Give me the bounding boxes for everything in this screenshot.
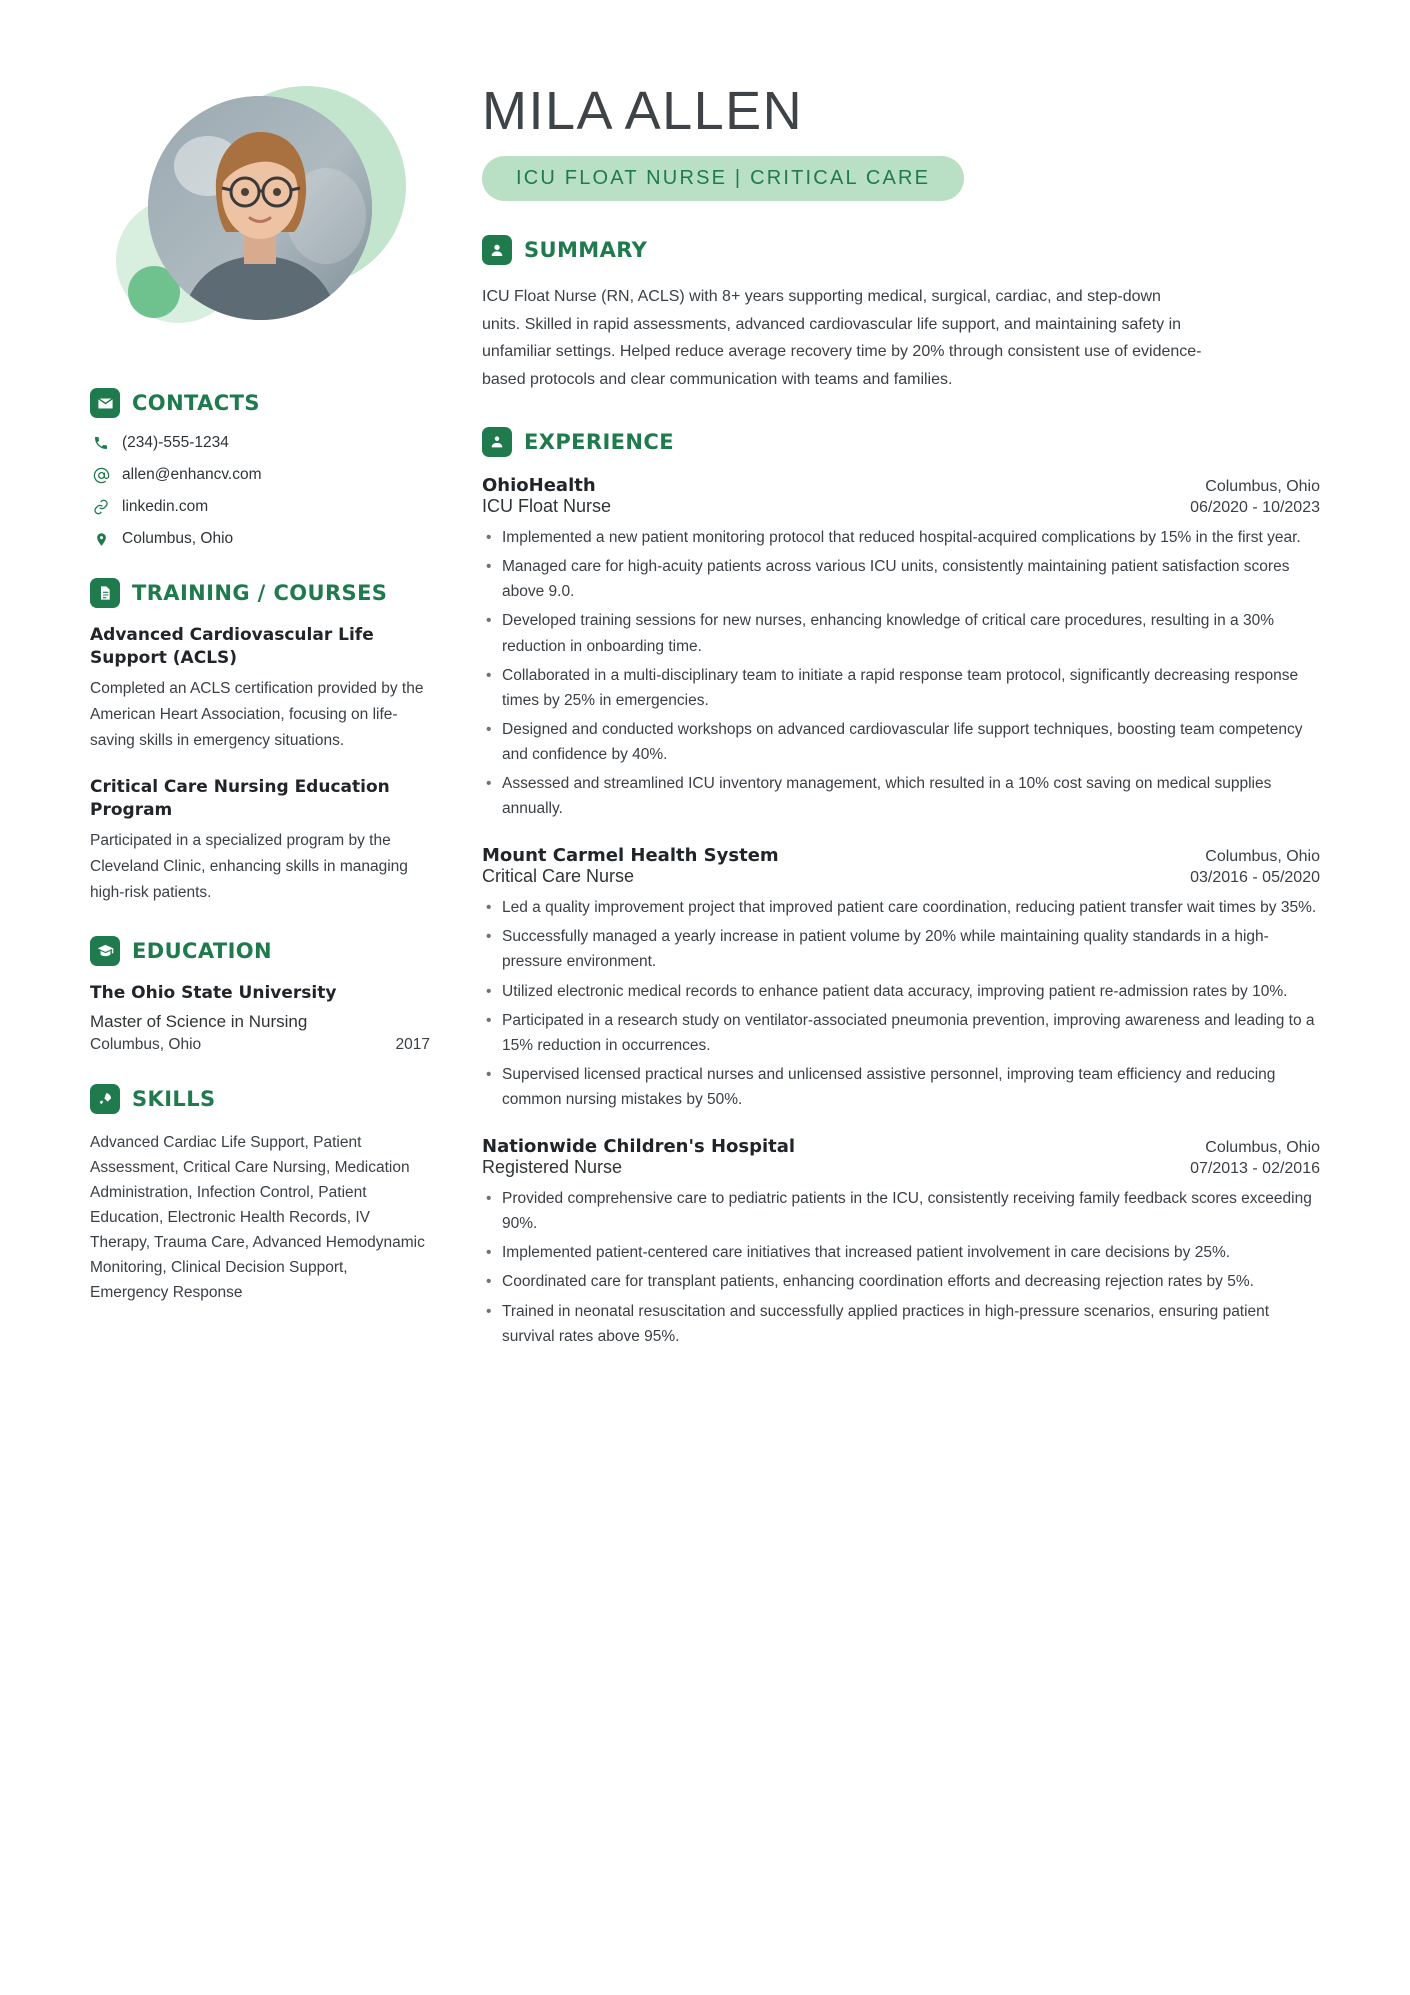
experience-location: Columbus, Ohio (1205, 478, 1320, 496)
education-school: The Ohio State University (90, 982, 337, 1003)
experience-entry (482, 1136, 1320, 1349)
skills-text: Advanced Cardiac Life Support, Patient Assessment, Critical Care Nursing, Medication Administration, Infection Control, Patient Education, Electronic Health Records, IV Therapy, Trauma Care, Advanced Hemodynamic Monitoring, Clinical Decision Support, Emergency Response (90, 1133, 425, 1302)
contact-value: Columbus, Ohio (122, 530, 234, 547)
section-title: EDUCATION (132, 938, 273, 963)
experience-header (482, 1136, 1320, 1157)
bullet: • Utilized electronic medical records to enhance patient data accuracy, improving patient re-admission rates by 10%. (482, 979, 1320, 1004)
experience-dates: 03/2016 - 05/2020 (1190, 869, 1320, 887)
experience-header (482, 845, 1320, 866)
section-title: SKILLS (132, 1086, 216, 1111)
bullet: • Implemented a new patient monitoring protocol that reduced hospital-acquired complications by 15% in the first year. (482, 525, 1320, 550)
section-header-training (90, 578, 430, 608)
experience-bullets (482, 1186, 1320, 1349)
education-degree: Master of Science in Nursing (90, 1011, 308, 1031)
bullet: • Supervised licensed practical nurses and unlicensed assistive personnel, improving team efficiency and reducing common nursing mistakes by 50%. (482, 1062, 1320, 1112)
training-title: Critical Care Nursing Education Program (90, 776, 390, 820)
education-meta (90, 1036, 430, 1054)
bullet: • Trained in neonatal resuscitation and successfully applied practices in high-pressure scenarios, ensuring patient survival rates above 95%. (482, 1299, 1320, 1349)
location-pin-icon (92, 530, 110, 548)
bullet: • Successfully managed a yearly increase in patient volume by 20% while maintaining quality standards in a high-pressure environment. (482, 924, 1320, 974)
experience-role: ICU Float Nurse (482, 496, 612, 517)
envelope-icon (90, 388, 120, 418)
experience-dates: 07/2013 - 02/2016 (1190, 1160, 1320, 1178)
experience-dates: 06/2020 - 10/2023 (1190, 499, 1320, 517)
bullet: • Led a quality improvement project that improved patient care coordination, reducing patient transfer wait times by 35%. (482, 895, 1320, 920)
education-year: 2017 (395, 1035, 430, 1053)
experience-header (482, 475, 1320, 496)
document-icon (90, 578, 120, 608)
bullet: • Collaborated in a multi-disciplinary team to initiate a rapid response team protocol, significantly decreasing response times by 25% in emergencies. (482, 663, 1320, 713)
experience-entry (482, 845, 1320, 1112)
contact-list (92, 434, 430, 548)
main-content (450, 70, 1320, 1995)
contact-location (92, 530, 430, 548)
page-title: MILA ALLEN (482, 81, 804, 141)
experience-role: Critical Care Nurse (482, 866, 635, 887)
summary-text: ICU Float Nurse (RN, ACLS) with 8+ years supporting medical, surgical, cardiac, and step-down units. Skilled in rapid assessments, advanced cardiovascular life support, and maintaining safety in unfamiliar settings. Helped reduce average recovery time by 20% through consistent use of evidence-based protocols and clear communication with teams and families. (482, 288, 1202, 388)
contact-phone[interactable] (92, 434, 430, 452)
person-badge-icon (482, 427, 512, 457)
section-title: EXPERIENCE (524, 430, 674, 455)
experience-location: Columbus, Ohio (1205, 848, 1320, 866)
contact-value: allen@enhancv.com (122, 466, 262, 483)
experience-location: Columbus, Ohio (1205, 1139, 1320, 1157)
education-location: Columbus, Ohio (90, 1035, 202, 1053)
avatar (148, 96, 372, 320)
experience-subheader (482, 1157, 1320, 1178)
section-header-contacts (90, 388, 430, 418)
experience-bullets (482, 525, 1320, 821)
at-icon (92, 466, 110, 484)
section-header-education (90, 936, 430, 966)
contact-value: linkedin.com (122, 498, 209, 515)
contact-value: (234)-555-1234 (122, 434, 229, 451)
experience-subheader (482, 496, 1320, 517)
section-title: SUMMARY (524, 238, 648, 262)
training-item (90, 624, 430, 754)
training-title: Advanced Cardiovascular Life Support (ACLS) (90, 625, 374, 668)
training-body: Participated in a specialized program by the Cleveland Clinic, enhancing skills in managing high-risk patients. (90, 831, 408, 901)
experience-company: Nationwide Children's Hospital (482, 1136, 796, 1158)
experience-company: OhioHealth (482, 475, 596, 497)
experience-role: Registered Nurse (482, 1157, 623, 1178)
rocket-icon (90, 1084, 120, 1114)
bullet: • Developed training sessions for new nurses, enhancing knowledge of critical care procedures, resulting in a 30% reduction in onboarding time. (482, 608, 1320, 658)
graduation-cap-icon (90, 936, 120, 966)
person-icon (482, 235, 512, 265)
bullet: • Provided comprehensive care to pediatric patients in the ICU, consistently receiving family feedback scores exceeding 90%. (482, 1186, 1320, 1236)
experience-subheader (482, 866, 1320, 887)
training-body: Completed an ACLS certification provided by the American Heart Association, focusing on life-saving skills in emergency situations. (90, 679, 424, 749)
profile-photo-block (110, 78, 420, 358)
bullet: • Managed care for high-acuity patients across various ICU units, consistently maintaining patient satisfaction scores above 9.0. (482, 554, 1320, 604)
experience-company: Mount Carmel Health System (482, 845, 779, 867)
section-header-experience (482, 427, 1320, 457)
job-title-badge: ICU FLOAT NURSE | CRITICAL CARE (482, 156, 964, 201)
education-item (90, 982, 430, 1054)
experience-bullets (482, 895, 1320, 1112)
sidebar (90, 70, 450, 1995)
section-header-summary (482, 235, 1320, 265)
section-title: CONTACTS (132, 391, 260, 415)
training-item (90, 776, 430, 906)
link-icon (92, 498, 110, 516)
bullet: • Implemented patient-centered care initiatives that increased patient involvement in care decisions by 25%. (482, 1240, 1320, 1265)
bullet: • Coordinated care for transplant patients, enhancing coordination efforts and decreasing rejection rates by 5%. (482, 1269, 1320, 1294)
section-header-skills (90, 1084, 430, 1114)
experience-entry (482, 475, 1320, 821)
contact-linkedin[interactable] (92, 498, 430, 516)
contact-email[interactable] (92, 466, 430, 484)
bullet: • Participated in a research study on ventilator-associated pneumonia prevention, improving awareness and leading to a 15% reduction in occurrences. (482, 1008, 1320, 1058)
phone-icon (92, 434, 110, 452)
bullet: • Designed and conducted workshops on advanced cardiovascular life support techniques, boosting team competency and confidence by 40%. (482, 717, 1320, 767)
section-title: TRAINING / COURSES (132, 581, 388, 605)
bullet: • Assessed and streamlined ICU inventory management, which resulted in a 10% cost saving on medical supplies annually. (482, 771, 1320, 821)
